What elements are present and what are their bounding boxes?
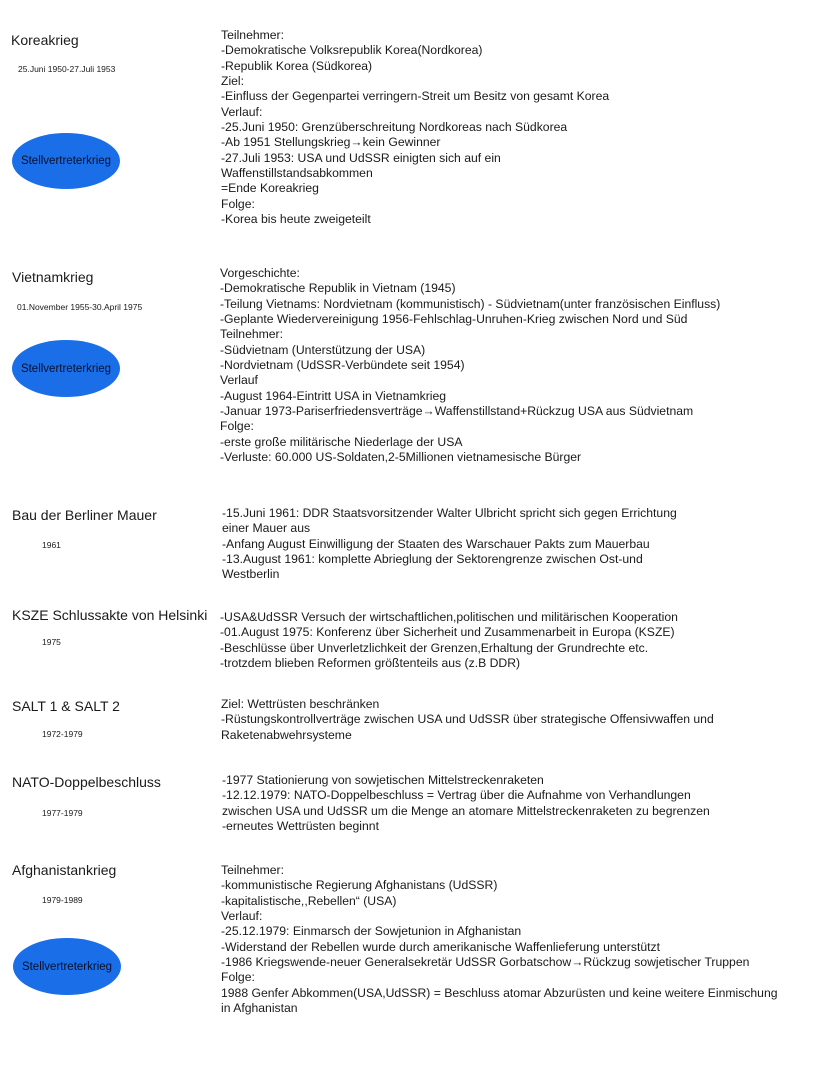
section-body-ksze <box>220 610 678 671</box>
section-body-afghanistankrieg <box>221 863 778 1016</box>
stellvertreterkrieg-badge: Stellvertreterkrieg <box>13 938 121 995</box>
section-date-vietnamkrieg: 01.November 1955-30.April 1975 <box>17 302 143 312</box>
text-line: -15.Juni 1961: DDR Staatsvorsitzender Walter Ulbricht spricht sich gegen Errichtung <box>222 506 677 520</box>
section-title-berliner-mauer: Bau der Berliner Mauer <box>12 507 157 523</box>
text-line: -Anfang August Einwilligung der Staaten des Warschauer Pakts zum Mauerbau <box>222 536 650 551</box>
text-line: -Korea bis heute zweigeteilt <box>221 212 371 227</box>
section-date-berliner-mauer: 1961 <box>42 540 61 550</box>
text-line: -25.Juni 1950: Grenzüberschreitung Nordkoreas nach Südkorea <box>221 120 568 135</box>
section-date-afghanistankrieg: 1979-1989 <box>42 895 83 905</box>
stellvertreterkrieg-badge: Stellvertreterkrieg <box>12 133 120 189</box>
text-line: in Afghanistan <box>221 1001 298 1016</box>
section-title-afghanistankrieg: Afghanistankrieg <box>12 862 117 878</box>
text-line: 1988 Genfer Abkommen(USA,UdSSR) = Beschluss atomar Abzurüsten und keine weitere Einmischung <box>221 985 778 1000</box>
text-line: -27.Juli 1953: USA und UdSSR einigten sich auf ein <box>221 150 501 165</box>
section-date-koreakrieg: 25.Juni 1950-27.Juli 1953 <box>18 64 116 74</box>
text-line: -Südvietnam (Unterstützung der USA) <box>220 342 426 357</box>
text-line: Folge: <box>221 196 255 211</box>
section-body-salt <box>221 697 714 743</box>
text-line: Ziel: Wettrüsten beschränken <box>221 697 380 711</box>
text-line: -25.12.1979: Einmarsch der Sowjetunion in Afghanistan <box>221 924 522 939</box>
text-line: Verlauf: <box>221 909 263 924</box>
section-title-koreakrieg: Koreakrieg <box>11 32 79 48</box>
section-body-berliner-mauer <box>222 506 677 583</box>
text-line: -Ab 1951 Stellungskrieg→kein Gewinner <box>221 135 441 150</box>
text-line: =Ende Koreakrieg <box>221 181 319 196</box>
text-line: -01.August 1975: Konferenz über Sicherheit und Zusammenarbeit in Europa (KSZE) <box>220 625 675 640</box>
section-date-ksze: 1975 <box>42 637 61 647</box>
stellvertreterkrieg-badge: Stellvertreterkrieg <box>12 340 120 397</box>
text-line: -Teilung Vietnams: Nordvietnam (kommunistisch) - Südvietnam(unter französischen Einfluss) <box>220 296 721 311</box>
text-line: Ziel: <box>221 74 245 89</box>
text-line: Folge: <box>221 970 255 985</box>
text-line: Verlauf: <box>221 104 263 119</box>
text-line: -USA&UdSSR Versuch der wirtschaftlichen,politischen und militärischen Kooperation <box>220 610 678 624</box>
text-line: -erneutes Wettrüsten beginnt <box>222 819 379 834</box>
section-body-vietnamkrieg <box>220 266 720 465</box>
text-line: -Rüstungskontrollverträge zwischen USA und UdSSR über strategische Offensivwaffen und <box>221 712 714 727</box>
text-line: Vorgeschichte: <box>220 266 300 280</box>
text-line: Teilnehmer: <box>221 863 284 877</box>
text-line: zwischen USA und UdSSR um die Menge an atomare Mittelstreckenraketen zu begrenzen <box>222 803 710 818</box>
text-line: -12.12.1979: NATO-Doppelbeschluss = Vertrag über die Aufnahme von Verhandlungen <box>222 788 691 803</box>
section-body-nato-doppelbeschluss <box>222 773 710 834</box>
section-title-ksze: KSZE Schlussakte von Helsinki <box>12 607 208 623</box>
text-line: -13.August 1961: komplette Abrieglung der Sektorengrenze zwischen Ost-und <box>222 552 643 567</box>
text-line: Raketenabwehrsysteme <box>221 727 352 742</box>
text-line: Teilnehmer: <box>221 28 284 42</box>
section-title-nato-doppelbeschluss: NATO-Doppelbeschluss <box>12 774 161 790</box>
text-line: -Republik Korea (Südkorea) <box>221 58 373 73</box>
text-line: -Demokratische Volksrepublik Korea(Nordkorea) <box>221 43 483 58</box>
text-line: -kapitalistische,,Rebellen“ (USA) <box>221 893 397 908</box>
text-line: -Einfluss der Gegenpartei verringern-Streit um Besitz von gesamt Korea <box>221 89 610 104</box>
text-line: -Nordvietnam (UdSSR-Verbündete seit 1954) <box>220 358 465 373</box>
text-line: -Verluste: 60.000 US-Soldaten,2-5Millionen vietnamesische Bürger <box>220 450 582 465</box>
text-line: -Widerstand der Rebellen wurde durch amerikanische Waffenlieferung unterstützt <box>221 939 660 954</box>
text-line: Folge: <box>220 419 254 434</box>
section-date-nato-doppelbeschluss: 1977-1979 <box>42 808 83 818</box>
text-line: -trotzdem blieben Reformen größtenteils aus (z.B DDR) <box>220 656 521 671</box>
section-title-salt: SALT 1 & SALT 2 <box>12 698 120 714</box>
section-date-salt: 1972-1979 <box>42 729 83 739</box>
text-line: -erste große militärische Niederlage der USA <box>220 434 463 449</box>
text-line: -Januar 1973-Pariserfriedensverträge→Waffenstillstand+Rückzug USA aus Südvietnam <box>220 404 694 419</box>
text-line: -1977 Stationierung von sowjetischen Mittelstreckenraketen <box>222 773 544 787</box>
section-title-vietnamkrieg: Vietnamkrieg <box>12 269 94 285</box>
text-line: einer Mauer aus <box>222 521 311 536</box>
text-line: -1986 Kriegswende-neuer Generalsekretär UdSSR Gorbatschow→Rückzug sowjetischer Truppen <box>221 955 750 970</box>
text-line: Teilnehmer: <box>220 327 283 342</box>
text-line: -Beschlüsse über Unverletzlichkeit der Grenzen,Erhaltung der Grundrechte etc. <box>220 640 649 655</box>
text-line: -August 1964-Eintritt USA in Vietnamkrieg <box>220 388 447 403</box>
text-line: -kommunistische Regierung Afghanistans (UdSSR) <box>221 878 498 893</box>
text-line: Westberlin <box>222 567 280 582</box>
text-line: Verlauf <box>220 373 258 388</box>
text-line: -Demokratische Republik in Vietnam (1945) <box>220 281 456 296</box>
text-line: Waffenstillstandsabkommen <box>221 166 373 181</box>
section-body-koreakrieg <box>221 28 609 227</box>
text-line: -Geplante Wiedervereinigung 1956-Fehlschlag-Unruhen-Krieg zwischen Nord und Süd <box>220 312 688 327</box>
